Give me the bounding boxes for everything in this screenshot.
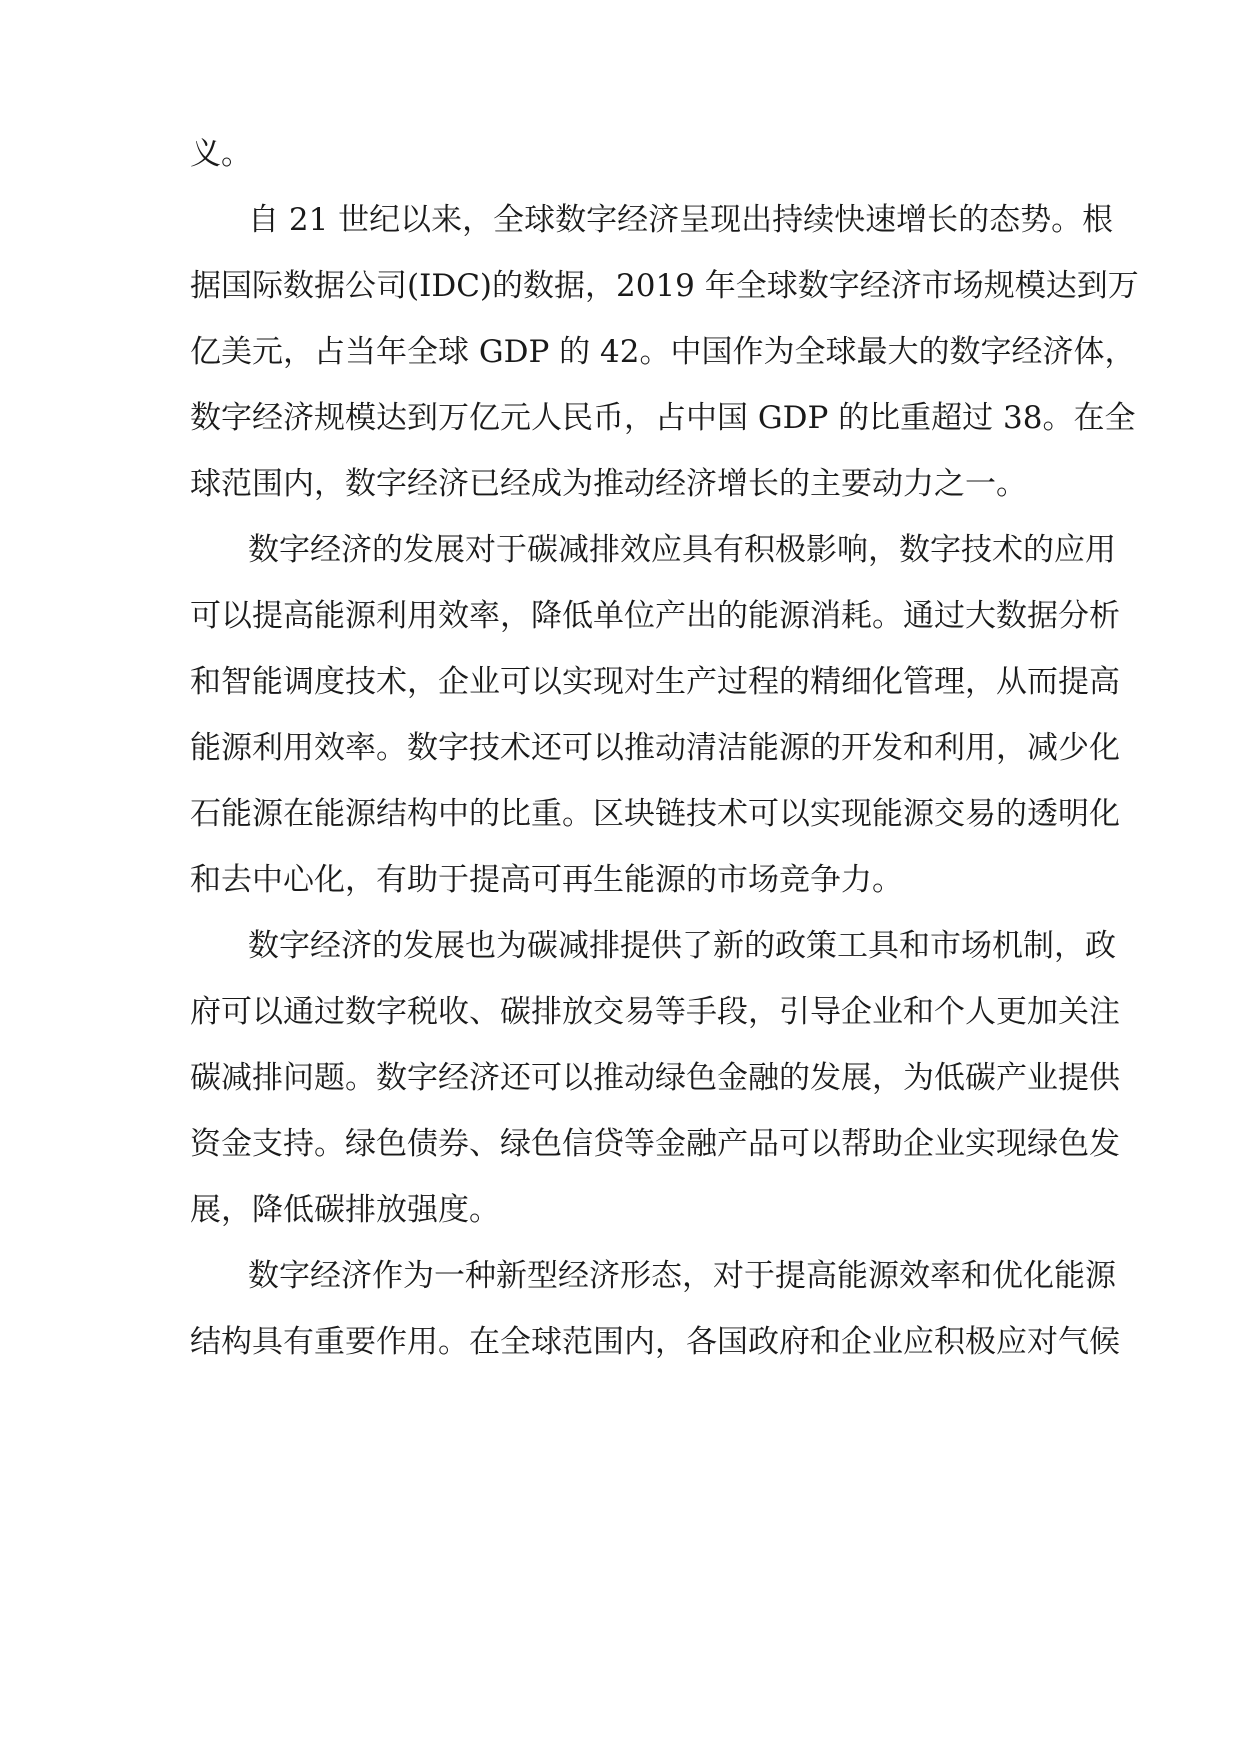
text-line: 碳减排问题。数字经济还可以推动绿色金融的发展，为低碳产业提供	[190, 1060, 1120, 1096]
text-line: 展，降低碳排放强度。	[190, 1192, 500, 1228]
text-line: 义。	[190, 136, 252, 172]
text-line: 资金支持。绿色债券、绿色信贷等金融产品可以帮助企业实现绿色发	[190, 1126, 1120, 1162]
text-line: 数字经济规模达到万亿元人民币，占中国 GDP 的比重超过 38。在全	[190, 400, 1136, 436]
paragraph-first-line: 自 21 世纪以来，全球数字经济呈现出持续快速增长的态势。根	[248, 202, 1114, 238]
text-line: 球范围内，数字经济已经成为推动经济增长的主要动力之一。	[190, 466, 1027, 502]
text-line: 府可以通过数字税收、碳排放交易等手段，引导企业和个人更加关注	[190, 994, 1120, 1030]
text-line: 亿美元，占当年全球 GDP 的 42。中国作为全球最大的数字经济体，	[190, 334, 1136, 370]
paragraph-first-line: 数字经济的发展对于碳减排效应具有积极影响，数字技术的应用	[248, 532, 1116, 568]
text-line: 结构具有重要作用。在全球范围内，各国政府和企业应积极应对气候	[190, 1324, 1120, 1360]
text-line: 能源利用效率。数字技术还可以推动清洁能源的开发和利用，减少化	[190, 730, 1120, 766]
paragraph-first-line: 数字经济作为一种新型经济形态，对于提高能源效率和优化能源	[248, 1258, 1116, 1294]
text-line: 石能源在能源结构中的比重。区块链技术可以实现能源交易的透明化	[190, 796, 1120, 832]
paragraph-first-line: 数字经济的发展也为碳减排提供了新的政策工具和市场机制，政	[248, 928, 1116, 964]
text-line: 和去中心化，有助于提高可再生能源的市场竞争力。	[190, 862, 903, 898]
text-line: 可以提高能源利用效率，降低单位产出的能源消耗。通过大数据分析	[190, 598, 1120, 634]
text-line: 据国际数据公司(IDC)的数据，2019 年全球数字经济市场规模达到万	[190, 268, 1139, 304]
text-line: 和智能调度技术，企业可以实现对生产过程的精细化管理，从而提高	[190, 664, 1120, 700]
